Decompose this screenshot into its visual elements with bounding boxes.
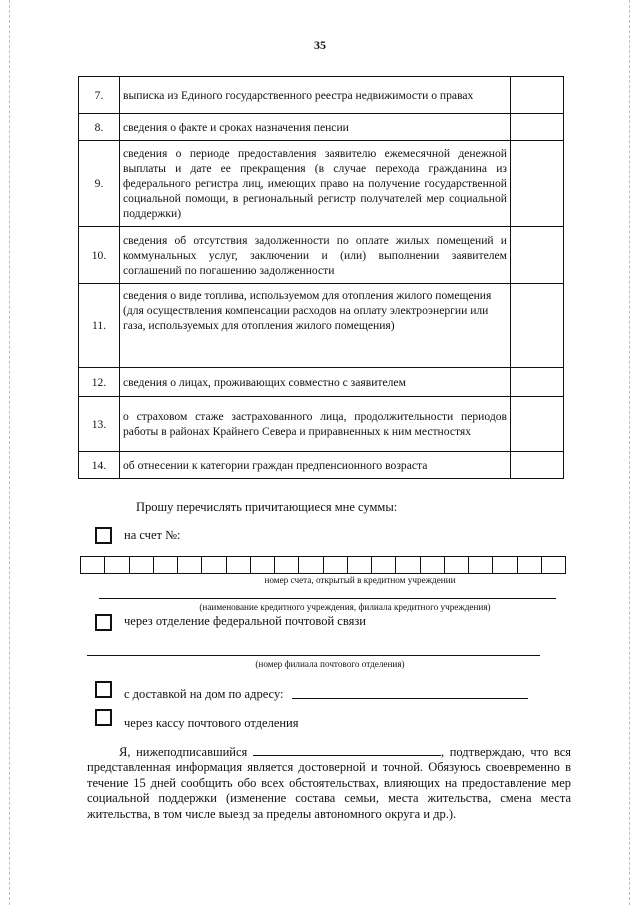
table-row: [79, 368, 564, 397]
row-number: 7.: [79, 77, 120, 114]
row-text: сведения о периоде предоставления заявителю ежемесячной денежной выплаты и дате ее прекращения (в случае перехода гражданина из федерального регистра лиц, имеющих право на получение государственной социальной помощи, в региональный регистр получателей мер социальной поддержки): [120, 141, 511, 227]
account-digit-cell: [347, 557, 371, 573]
account-digit-cell: [323, 557, 347, 573]
right-page-edge: [629, 0, 630, 905]
row-text: сведения о факте и сроках назначения пенсии: [120, 114, 511, 141]
row-mark-cell[interactable]: [511, 368, 564, 397]
row-number: 12.: [79, 368, 120, 397]
account-digit-cell: [371, 557, 395, 573]
declaration-body: , подтверждаю, что вся представленная информация является достоверной и точной. Обязуюсь своевременно в течение 15 дней сообщить обо всех обстоятельствах, влияющих на предоставление мер социальной поддержки (изменение состава семьи, места жительства, смена места жительства, в том числе выезд за пределы автономного округа и др.).: [87, 745, 572, 821]
row-text: сведения о лицах, проживающих совместно с заявителем: [120, 368, 511, 397]
account-digit-cell: [492, 557, 516, 573]
post-office-checkbox[interactable]: [95, 614, 112, 631]
cashbox-checkbox[interactable]: [95, 709, 112, 726]
account-option-label: на счет №:: [124, 528, 181, 542]
row-mark-cell[interactable]: [511, 284, 564, 368]
row-number: 8.: [79, 114, 120, 141]
account-caption: номер счета, открытый в кредитном учреждении: [264, 575, 456, 585]
table-row: [79, 141, 564, 227]
account-digit-cell: [420, 557, 444, 573]
account-checkbox[interactable]: [95, 527, 112, 544]
account-digit-cell: [517, 557, 541, 573]
table-row: [79, 284, 564, 368]
account-digit-cell: [298, 557, 322, 573]
table-row: [79, 227, 564, 284]
row-text: об отнесении к категории граждан предпенсионного возраста: [120, 452, 511, 479]
home-delivery-label: с доставкой на дом по адресу:: [124, 687, 284, 701]
row-text: о страховом стаже застрахованного лица, продолжительности периодов работы в районах Крайнего Севера и приравненных к ним местностях: [120, 397, 511, 452]
row-mark-cell[interactable]: [511, 141, 564, 227]
account-digit-cell: [104, 557, 128, 573]
account-digit-cell: [80, 557, 104, 573]
post-branch-line[interactable]: [87, 655, 540, 656]
row-number: 11.: [79, 284, 120, 368]
account-number-grid[interactable]: [80, 556, 566, 574]
account-digit-cell: [468, 557, 492, 573]
table-row: [79, 397, 564, 452]
account-digit-cell: [226, 557, 250, 573]
row-text: выписка из Единого государственного реестра недвижимости о правах: [120, 77, 511, 114]
delivery-address-line[interactable]: [292, 698, 528, 699]
row-mark-cell[interactable]: [511, 397, 564, 452]
page-number: 35: [314, 38, 326, 52]
left-page-edge: [9, 0, 10, 905]
account-digit-cell: [274, 557, 298, 573]
row-mark-cell[interactable]: [511, 77, 564, 114]
bank-name-line[interactable]: [99, 598, 556, 599]
account-digit-cell: [250, 557, 274, 573]
row-text: сведения о виде топлива, используемом для отопления жилого помещения (для осуществления компенсации расходов на оплату электроэнергии или газа, используемых для отопления жилого помещения): [120, 284, 511, 368]
account-digit-cell: [444, 557, 468, 573]
table-row: [79, 114, 564, 141]
row-number: 9.: [79, 141, 120, 227]
bank-caption: (наименование кредитного учреждения, филиала кредитного учреждения): [199, 602, 491, 612]
payment-request: Прошу перечислять причитающиеся мне суммы:: [136, 500, 398, 514]
row-mark-cell[interactable]: [511, 227, 564, 284]
row-mark-cell[interactable]: [511, 114, 564, 141]
row-number: 10.: [79, 227, 120, 284]
signer-name-line[interactable]: [253, 745, 441, 756]
post-office-option-label: через отделение федеральной почтовой связи: [124, 614, 366, 628]
cashbox-option-label: через кассу почтового отделения: [124, 716, 299, 730]
row-text: сведения об отсутствия задолженности по оплате жилых помещений и коммунальных услуг, заключении и (или) выполнении заявителем соглашений по погашению задолженности: [120, 227, 511, 284]
account-digit-cell: [177, 557, 201, 573]
declaration-intro: Я, нижеподписавшийся: [119, 745, 248, 759]
documents-table: [78, 76, 564, 479]
account-digit-cell: [153, 557, 177, 573]
account-digit-cell: [395, 557, 419, 573]
row-number: 14.: [79, 452, 120, 479]
home-delivery-checkbox[interactable]: [95, 681, 112, 698]
row-number: 13.: [79, 397, 120, 452]
declaration-text: [87, 745, 571, 822]
account-digit-cell: [201, 557, 225, 573]
post-branch-caption: (номер филиала почтового отделения): [255, 659, 405, 669]
row-mark-cell[interactable]: [511, 452, 564, 479]
table-row: [79, 77, 564, 114]
account-digit-cell: [129, 557, 153, 573]
account-digit-cell: [541, 557, 566, 573]
table-row: [79, 452, 564, 479]
